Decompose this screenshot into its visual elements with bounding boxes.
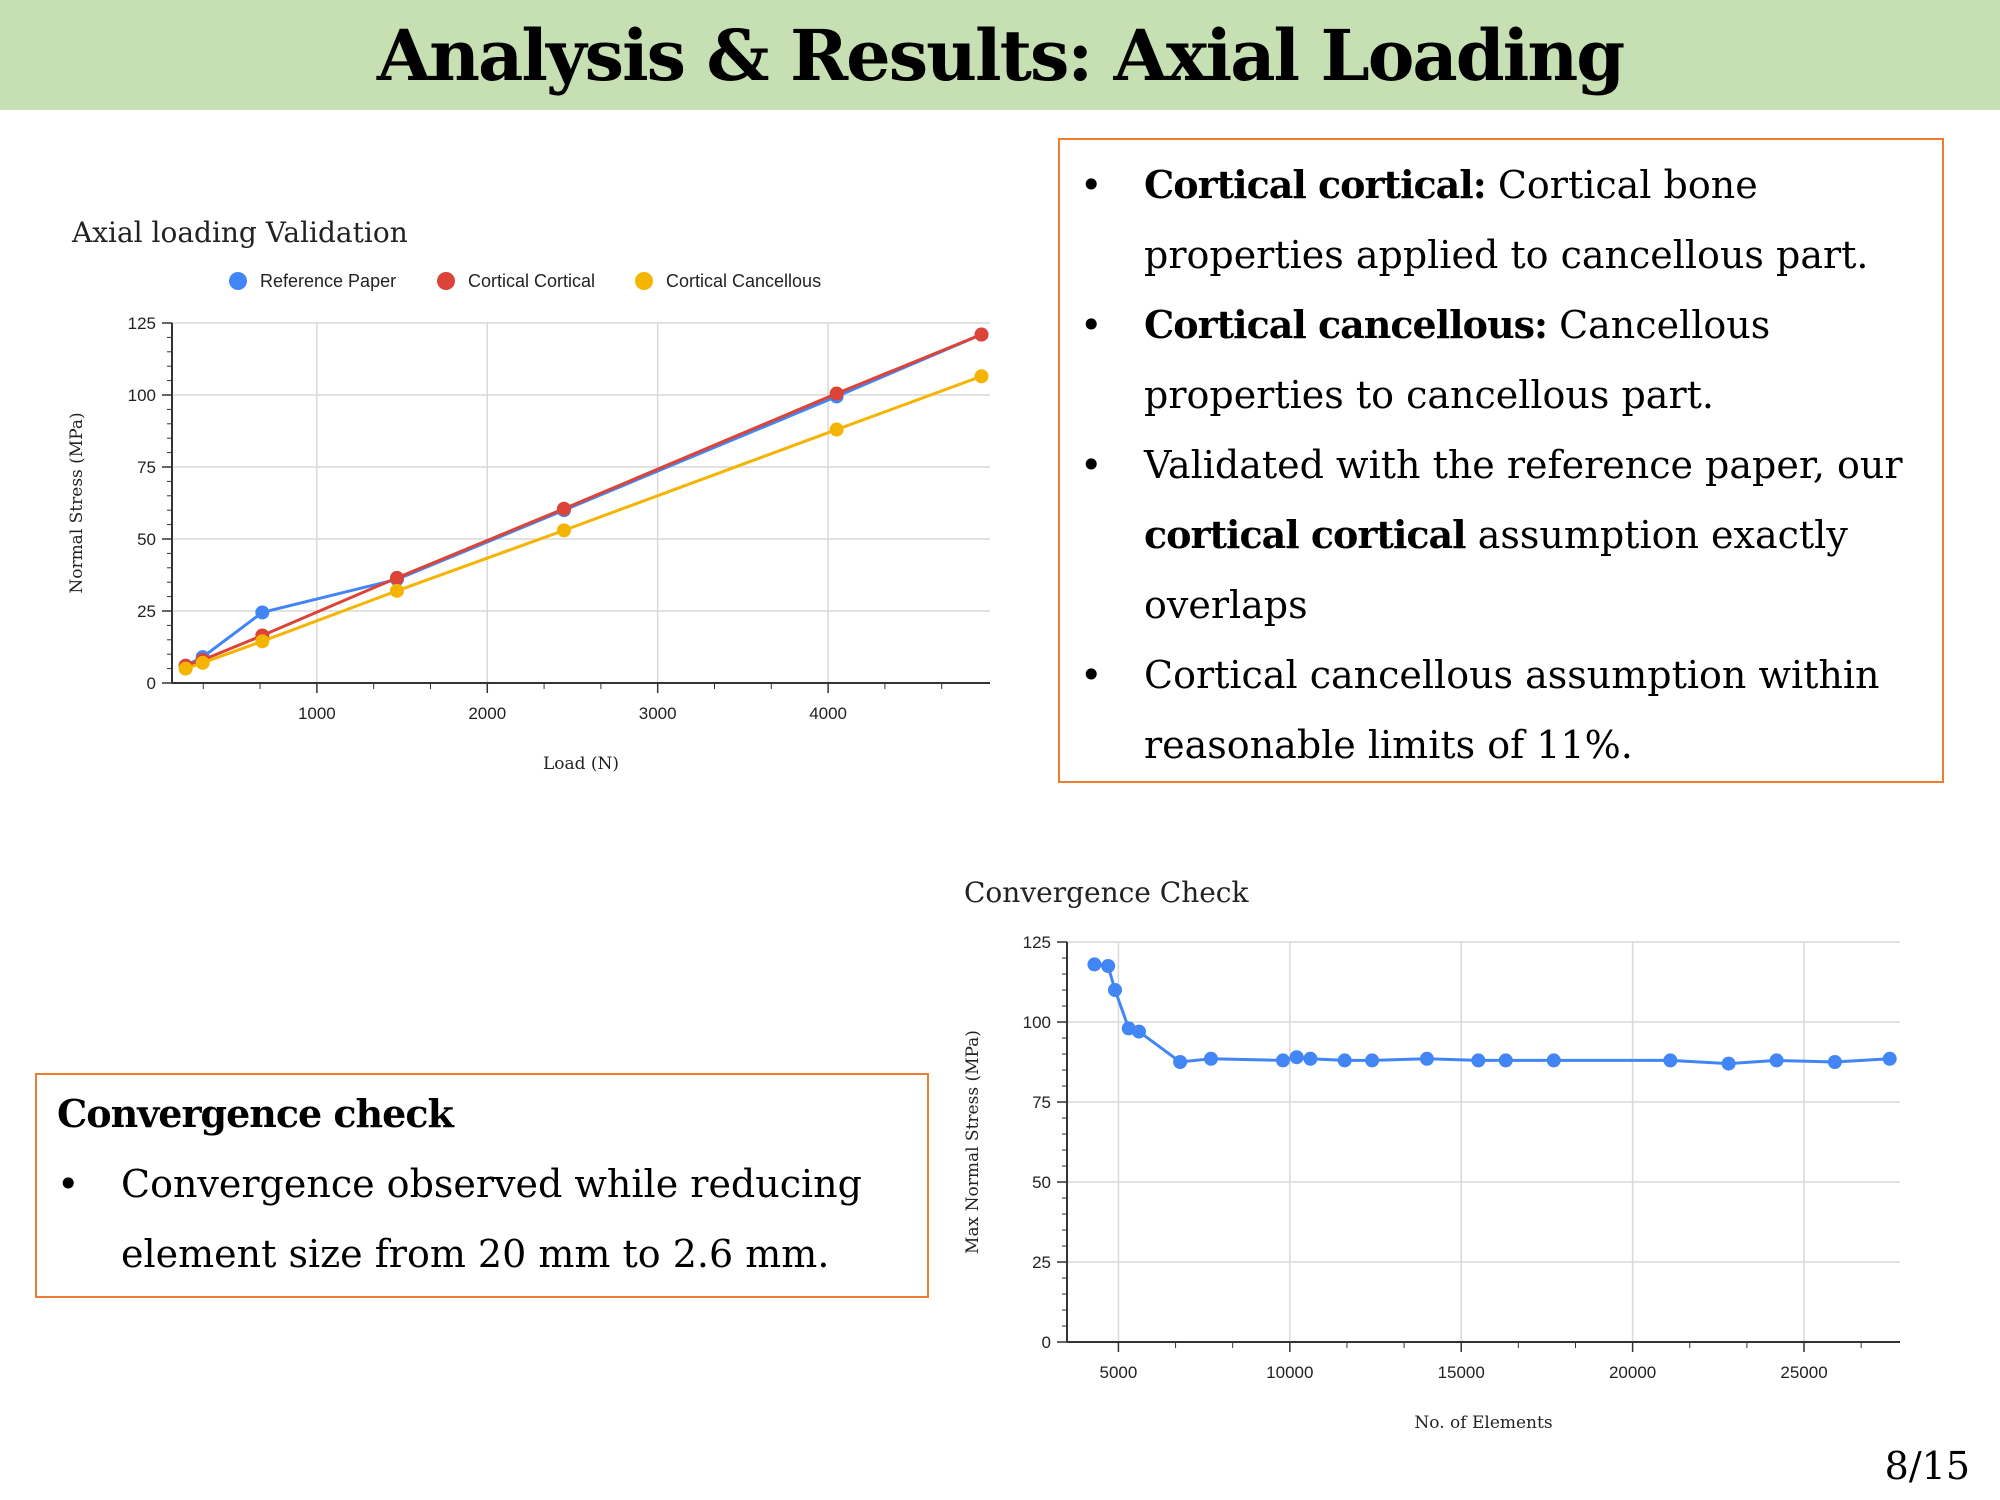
data-point	[196, 656, 210, 670]
assumptions-box	[1058, 138, 1944, 783]
data-point	[1132, 1025, 1146, 1039]
data-point	[1420, 1052, 1434, 1066]
y-tick-label: 75	[1032, 1093, 1051, 1112]
data-point	[390, 584, 404, 598]
x-axis-label: Load (N)	[542, 754, 620, 774]
y-tick-label: 100	[1022, 1013, 1051, 1032]
data-point	[1828, 1055, 1842, 1069]
convergence-heading: Convergence check	[57, 1091, 453, 1136]
data-point	[1365, 1053, 1379, 1067]
x-tick-label: 3000	[638, 704, 677, 723]
convergence-box	[35, 1073, 929, 1298]
data-point	[1722, 1057, 1736, 1071]
data-point	[830, 423, 844, 437]
x-tick-label: 25000	[1780, 1363, 1828, 1382]
series-line	[1094, 964, 1889, 1063]
x-tick-label: 20000	[1608, 1363, 1657, 1382]
data-point	[390, 571, 404, 585]
bullet-cortical-cancellous: • Cortical cancellous: Cancellous properties to cancellous part.	[1060, 290, 1932, 430]
data-point	[1173, 1055, 1187, 1069]
series-line	[186, 335, 982, 666]
chart-title: Convergence Check	[964, 876, 1249, 909]
data-point	[1883, 1052, 1897, 1066]
data-point	[1204, 1052, 1218, 1066]
y-tick-label: 100	[127, 386, 156, 405]
bullet-limits: • Cortical cancellous assumption within reasonable limits of 11%.	[1060, 640, 1932, 780]
page-number: 8/15	[1884, 1444, 1970, 1488]
y-tick-label: 50	[137, 530, 156, 549]
data-point	[1547, 1053, 1561, 1067]
data-point	[1290, 1050, 1304, 1064]
data-point	[1303, 1052, 1317, 1066]
y-tick-label: 75	[137, 458, 156, 477]
legend-label: Cortical Cortical	[468, 271, 596, 291]
data-point	[1770, 1053, 1784, 1067]
y-tick-label: 50	[1032, 1173, 1051, 1192]
data-point	[1108, 983, 1122, 997]
x-tick-label: 10000	[1266, 1363, 1314, 1382]
x-axis-label: No. of Elements	[1414, 1413, 1553, 1433]
y-tick-label: 25	[137, 602, 156, 621]
data-point	[974, 328, 988, 342]
y-tick-label: 125	[1022, 933, 1051, 952]
y-tick-label: 0	[146, 674, 156, 693]
legend-marker	[635, 272, 653, 290]
data-point	[1101, 959, 1115, 973]
y-tick-label: 0	[1041, 1333, 1051, 1352]
chart-title: Axial loading Validation	[72, 216, 408, 249]
x-tick-label: 1000	[297, 704, 336, 723]
series-line	[186, 376, 982, 668]
data-point	[179, 662, 193, 676]
axial-loading-chart	[50, 200, 1010, 800]
legend-marker	[229, 272, 247, 290]
x-tick-label: 5000	[1099, 1363, 1138, 1382]
convergence-chart	[950, 865, 1950, 1450]
data-point	[1338, 1053, 1352, 1067]
bullet-convergence: • Convergence observed while reducing element size from 20 mm to 2.6 mm.	[57, 1149, 927, 1289]
y-axis-label: Normal Stress (MPa)	[67, 412, 87, 594]
data-point	[1471, 1053, 1485, 1067]
data-point	[974, 369, 988, 383]
title-bar	[0, 0, 2000, 110]
data-point	[1087, 957, 1101, 971]
page-title: Analysis & Results: Axial Loading	[376, 13, 1624, 97]
legend-label: Cortical Cancellous	[666, 271, 822, 291]
x-tick-label: 4000	[809, 704, 848, 723]
data-point	[1499, 1053, 1513, 1067]
y-tick-label: 25	[1032, 1253, 1051, 1272]
data-point	[255, 605, 269, 619]
bullet-validation: • Validated with the reference paper, our cortical cortical assumption exactly overlaps	[1060, 430, 1932, 640]
data-point	[1663, 1053, 1677, 1067]
data-point	[255, 634, 269, 648]
legend-label: Reference Paper	[260, 271, 397, 291]
y-axis-label: Max Normal Stress (MPa)	[963, 1030, 983, 1254]
x-tick-label: 15000	[1437, 1363, 1485, 1382]
y-tick-label: 125	[127, 314, 156, 333]
x-tick-label: 2000	[468, 704, 507, 723]
legend-marker	[437, 272, 455, 290]
data-point	[557, 502, 571, 516]
data-point	[830, 387, 844, 401]
data-point	[557, 523, 571, 537]
bullet-cortical-cortical: • Cortical cortical: Cortical bone properties applied to cancellous part.	[1060, 150, 1932, 290]
data-point	[1276, 1053, 1290, 1067]
